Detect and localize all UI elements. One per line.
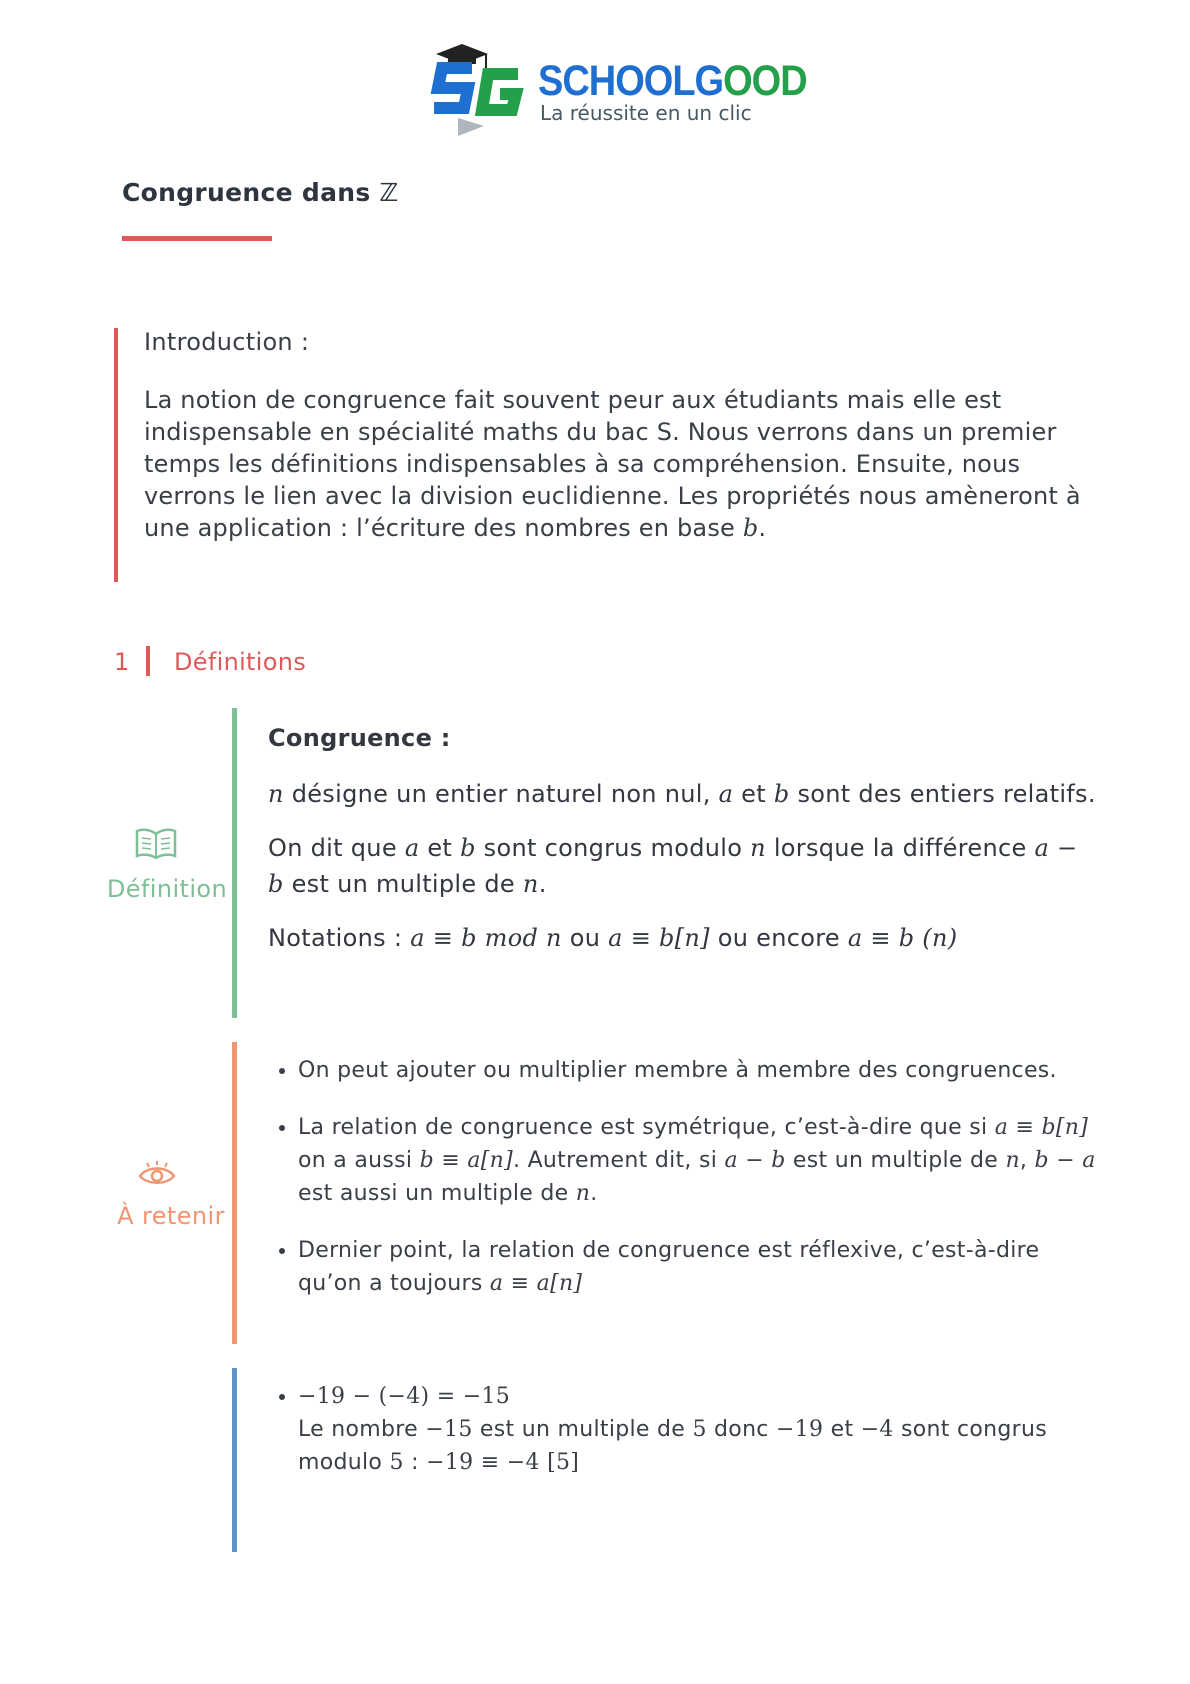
- definition-heading: Congruence :: [268, 724, 451, 752]
- schoolgood-logo: [428, 44, 807, 144]
- section-divider: [146, 646, 150, 676]
- eye-icon: [138, 1160, 176, 1188]
- title-underline: [122, 236, 272, 241]
- definition-accent-bar: [232, 708, 237, 1018]
- section-title: Définitions: [174, 648, 307, 676]
- definition-content: [268, 720, 1098, 974]
- list-item: • La relation de congruence est symétrique, c’est-à-dire que si a ≡ b[n] on a aussi b ≡ a[n]. Autrement dit, si a − b est un multiple de n, b − a est aussi un multiple de n.: [298, 1111, 1108, 1210]
- page-title: Congruence dans ℤ: [122, 178, 399, 207]
- intro-accent-bar: [114, 328, 118, 582]
- retenir-list: [276, 1054, 1108, 1324]
- list-item: • On peut ajouter ou multiplier membre à membre des congruences.: [298, 1054, 1108, 1087]
- tagline: La réussite en un clic: [540, 101, 752, 125]
- definition-line-2: On dit que a et b sont congrus modulo n lorsque la différence a − b est un multiple de n.: [268, 834, 1078, 898]
- definition-line-1: n désigne un entier naturel non nul, a et b sont des entiers relatifs.: [268, 780, 1096, 808]
- intro-heading: Introduction :: [144, 328, 310, 356]
- brand-name: SCHOOLGOOD: [538, 58, 807, 106]
- retenir-accent-bar: [232, 1042, 237, 1344]
- open-book-icon: [134, 826, 178, 862]
- list-item: • −19 − (−4) = −15 Le nombre −15 est un multiple de 5 donc −19 et −4 sont congrus modulo 5 : −19 ≡ −4 [5]: [298, 1380, 1108, 1479]
- list-item: • Dernier point, la relation de congruence est réflexive, c’est-à-dire qu’on a toujours a ≡ a[n]: [298, 1234, 1108, 1300]
- example-list: [276, 1380, 1108, 1503]
- example-accent-bar: [232, 1368, 237, 1552]
- section-number: 1: [114, 648, 130, 676]
- retenir-label: À retenir: [117, 1202, 225, 1230]
- definition-notations: Notations : a ≡ b mod n ou a ≡ b[n] ou encore a ≡ b (n): [268, 924, 958, 952]
- sg-graduation-cap-logo: [428, 44, 528, 140]
- intro-text: La notion de congruence fait souvent peur aux étudiants mais elle est indispensable en spécialité maths du bac S. Nous verrons dans un premier temps les définitions indispensables à sa compréhension. Ensuite, nous verrons le lien avec la division euclidienne. Les propriétés nous amèneront à une application : l’écriture des nombres en base b.: [144, 386, 1081, 542]
- definition-label: Définition: [106, 875, 228, 903]
